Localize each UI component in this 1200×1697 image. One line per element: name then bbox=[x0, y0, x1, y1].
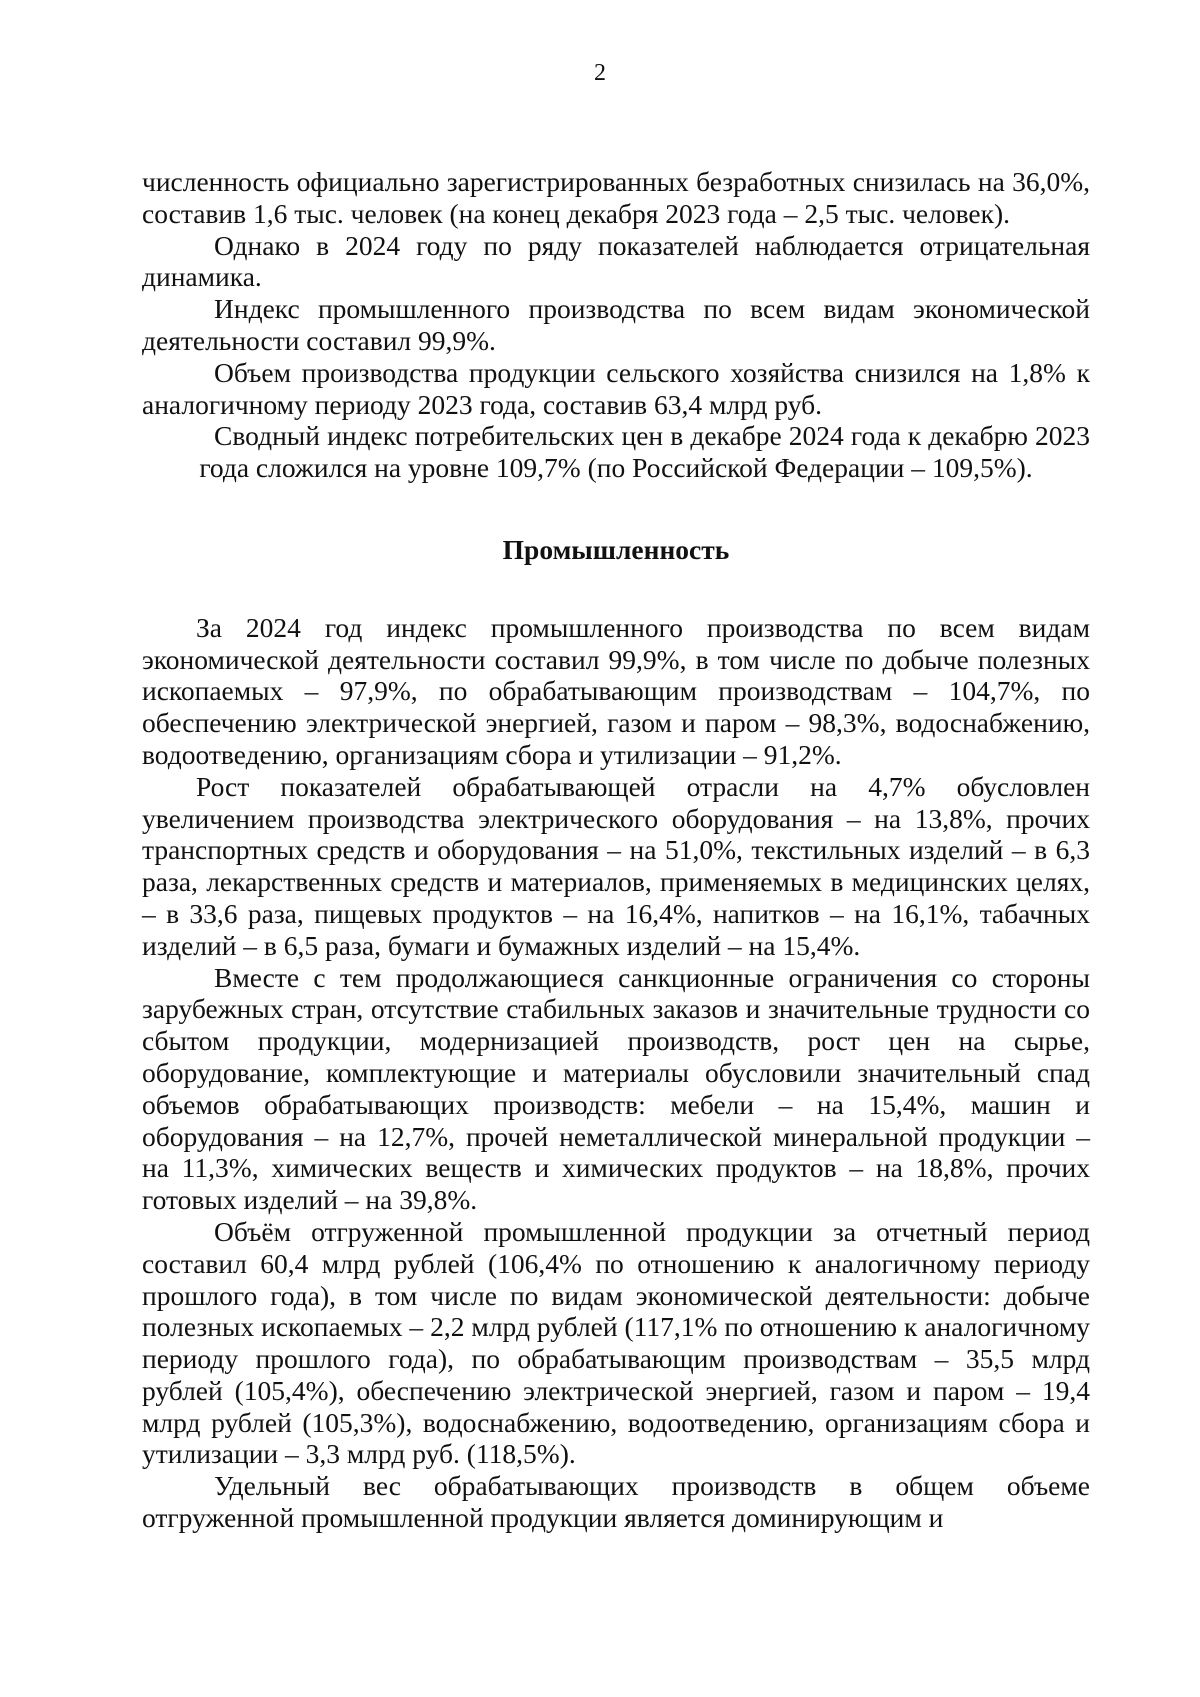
paragraph-agriculture: Объем производства продукции сельского хозяйства снизился на 1,8% к аналогичному периоду 2023 года, составив 63,4 млрд руб. bbox=[142, 356, 1090, 420]
paragraph-shipped-volume: Объём отгруженной промышленной продукции за отчетный период составил 60,4 млрд рублей (106,4% по отношению к аналогичному периоду прошлого года), в том числе по видам экономической деятельности: добыче полезных ископаемых – 2,2 млрд рублей (117,1% по отношению к аналогичному периоду прошлого года), по обрабатывающим производствам – 35,5 млрд рублей (105,4%), обеспечению электрической энергией, газом и паром – 19,4 млрд рублей (105,3%), водоснабжению, водоотведению, организациям сбора и утилизации – 3,3 млрд руб. (118,5%). bbox=[142, 1215, 1090, 1470]
document-body bbox=[142, 166, 1090, 1534]
paragraph-industry-index: За 2024 год индекс промышленного производства по всем видам экономической деятельности составил 99,9%, в том числе по добыче полезных ископаемых – 97,9%, по обрабатывающим производствам – 104,7%, по обеспечению электрической энергией, газом и паром – 98,3%, водоснабжению, водоотведению, организациям сбора и утилизации – 91,2%. bbox=[142, 611, 1090, 770]
paragraph-manufacturing-growth: Рост показателей обрабатывающей отрасли на 4,7% обусловлен увеличением производства электрического оборудования – на 13,8%, прочих транспортных средств и оборудования – на 51,0%, текстильных изделий – в 6,3 раза, лекарственных средств и материалов, применяемых в медицинских целях, – в 33,6 раза, пищевых продуктов – на 16,4%, напитков – на 16,1%, табачных изделий – в 6,5 раза, бумаги и бумажных изделий – на 15,4%. bbox=[142, 770, 1090, 961]
page-number: 2 bbox=[594, 60, 606, 86]
paragraph-negative-dynamics: Однако в 2024 году по ряду показателей наблюдается отрицательная динамика. bbox=[142, 229, 1090, 293]
paragraph-unemployment: численность официально зарегистрированных безработных снизилась на 36,0%, составив 1,6 тыс. человек (на конец декабря 2023 года – 2,5 тыс. человек). bbox=[142, 166, 1090, 229]
section-heading-industry: Промышленность bbox=[502, 533, 730, 565]
paragraph-manufacturing-decline: Вместе с тем продолжающиеся санкционные ограничения со стороны зарубежных стран, отсутствие стабильных заказов и значительные трудности со сбытом продукции, модернизацией производств, рост цен на сырье, оборудование, комплектующие и материалы обусловили значительный спад объемов обрабатывающих производств: мебели – на 15,4%, машин и оборудования – на 12,7%, прочей неметаллической минеральной продукции – на 11,3%, химических веществ и химических продуктов – на 18,8%, прочих готовых изделий – на 39,8%. bbox=[142, 961, 1090, 1216]
paragraph-manufacturing-share: Удельный вес обрабатывающих производств в общем объеме отгруженной промышленной продукции является доминирующим и bbox=[142, 1470, 1090, 1534]
paragraph-industrial-index: Индекс промышленного производства по всем видам экономической деятельности составил 99,9%. bbox=[142, 293, 1090, 356]
paragraph-consumer-prices: Сводный индекс потребительских цен в декабре 2024 года к декабрю 2023 года сложился на уровне 109,7% (по Российской Федерации – 109,5%). bbox=[199, 420, 1090, 484]
